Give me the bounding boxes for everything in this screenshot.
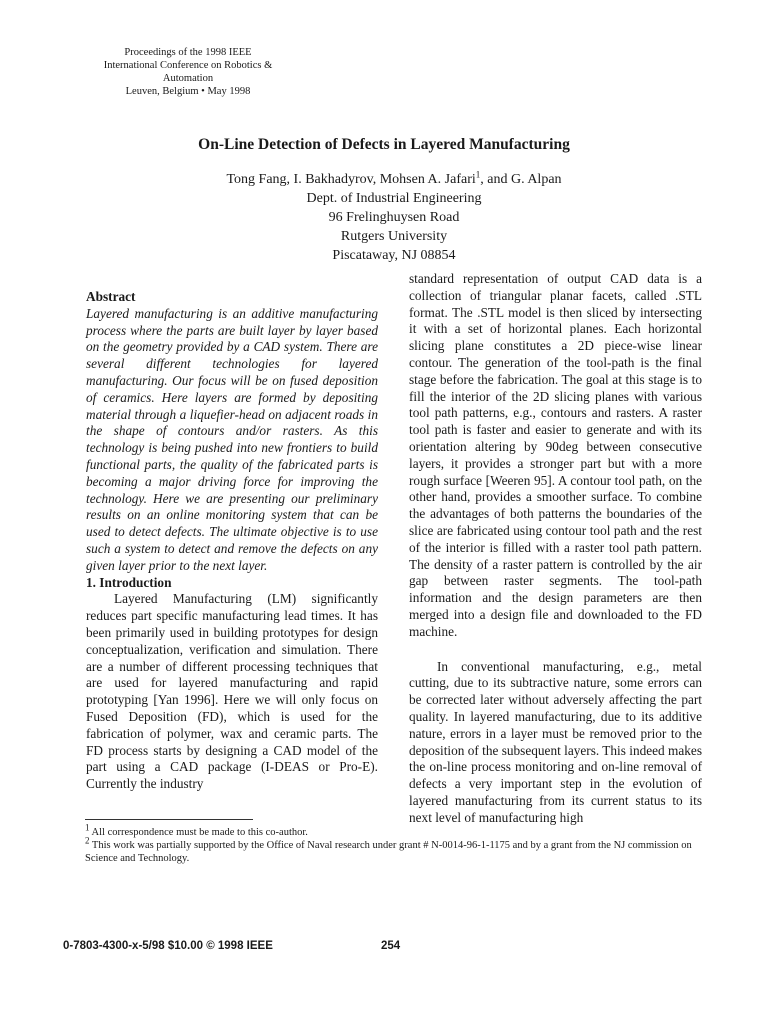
affiliation-line: Dept. of Industrial Engineering <box>306 191 482 206</box>
proceedings-line: Leuven, Belgium • May 1998 <box>125 86 251 97</box>
footnote-text: All correspondence must be made to this co-author. <box>89 827 308 838</box>
page-number: 254 <box>381 940 401 952</box>
section-heading-introduction: 1. Introduction <box>86 574 172 590</box>
footnote-1 <box>85 822 725 839</box>
abstract-text: Layered manufacturing is an additive manufacturing process where the parts are built layer by layer based on the geometry provided by a CAD system. There are several different technologies for layered manufacturing. Our focus will be on fused deposition of ceramics. Here layers are formed by depositing material through a liquefier-head on adjacent roads in the shape of contours and/or rasters. As this technology is being pushed into new frontiers to build functional parts, the quality of the fabricated parts is becoming a major driving force for improving the technology. Here we are presenting our preliminary results on an online monitoring system that can be used to detect defects. The ultimate objective is to use such a system to detect and remove the defects on any given layer prior to the next layer. <box>86 305 378 573</box>
intro-paragraph-2: In conventional manufacturing, e.g., metal cutting, due to its subtractive nature, some errors can be corrected later without adversely affecting the part quality. In layered manufacturing, due to its additive nature, errors in a layer must be removed prior to the deposition of the subsequent layers. This indeed makes the on-line process monitoring and on-line removal of defects a very important step in the evolution of layered manufacturing from its current status to its next level of manufacturing high <box>409 658 702 825</box>
footnotes <box>85 822 725 865</box>
affiliation-line: Rutgers University <box>340 229 448 244</box>
authors-text-end: , and G. Alpan <box>480 172 562 187</box>
footnote-text: This work was partially supported by the Office of Naval research under grant # N-0014-96-1-1175 and by a grant from the NJ commission on Science and Technology. <box>85 840 692 864</box>
author-line <box>0 170 768 189</box>
author-footnote-mark: 1 <box>475 169 481 180</box>
affiliation-line: 96 Frelinghuysen Road <box>328 210 460 225</box>
abstract-heading: Abstract <box>86 289 136 304</box>
proceedings-line: International Conference on Robotics & Automation <box>103 60 273 84</box>
footnote-2 <box>85 835 725 865</box>
paper-title: On-Line Detection of Defects in Layered Manufacturing <box>198 136 570 153</box>
footnote-mark: 1 <box>85 822 90 833</box>
intro-paragraph-continued: standard representation of output CAD data is a collection of triangular planar facets, called .STL format. The .STL model is then sliced by intersecting it with a set of horizontal planes. Each horizontal slicing plane constitutes a 2D piece-wise linear contour. The generation of the tool-path is the final stage before the fabrication. The goal at this stage is to fill the interior of the 2D slicing planes with various tool path patterns, e.g., contours and rasters. A raster tool path is faster and easier to generate and with its orientation altering by 90deg between consecutive layers, it provides a stronger part but with a more rough surface [Weeren 95]. A contour tool path, on the other hand, provides a smoother surface. To combine the advantages of both patterns the boundaries of the slice are fabricated using contour tool path and the rest of the interior is filled with a raster tool path pattern. The density of a raster pattern is controlled by the air gap between raster segments. The tool-path information and the design parameters are then merged into a design file and downloaded to the FD machine. <box>409 271 702 639</box>
left-column <box>86 289 378 793</box>
author-block <box>0 170 768 265</box>
authors-text: Tong Fang, I. Bakhadyrov, Mohsen A. Jafari <box>226 172 476 187</box>
intro-paragraph: Layered Manufacturing (LM) significantly reduces part specific manufacturing lead times. It has been primarily used in building prototypes for design conceptualization, verification and simulation. There are a number of different processing techniques that are used for layered manufacturing and rapid prototyping [Yan 1996]. Here we will only focus on Fused Deposition (FD), which is used for the fabrication of polymer, wax and ceramic parts. The FD process starts by designing a CAD model of the part using a CAD package (I-DEAS or Pro-E). Currently the industry <box>86 591 378 792</box>
footnote-mark: 2 <box>85 835 90 846</box>
copyright-line: 0-7803-4300-x-5/98 $10.00 © 1998 IEEE <box>63 940 273 952</box>
proceedings-line: Proceedings of the 1998 IEEE <box>124 47 252 58</box>
footnote-divider <box>85 819 253 820</box>
right-column <box>409 271 702 827</box>
affiliation-line: Piscataway, NJ 08854 <box>332 248 456 263</box>
proceedings-header <box>78 46 298 98</box>
